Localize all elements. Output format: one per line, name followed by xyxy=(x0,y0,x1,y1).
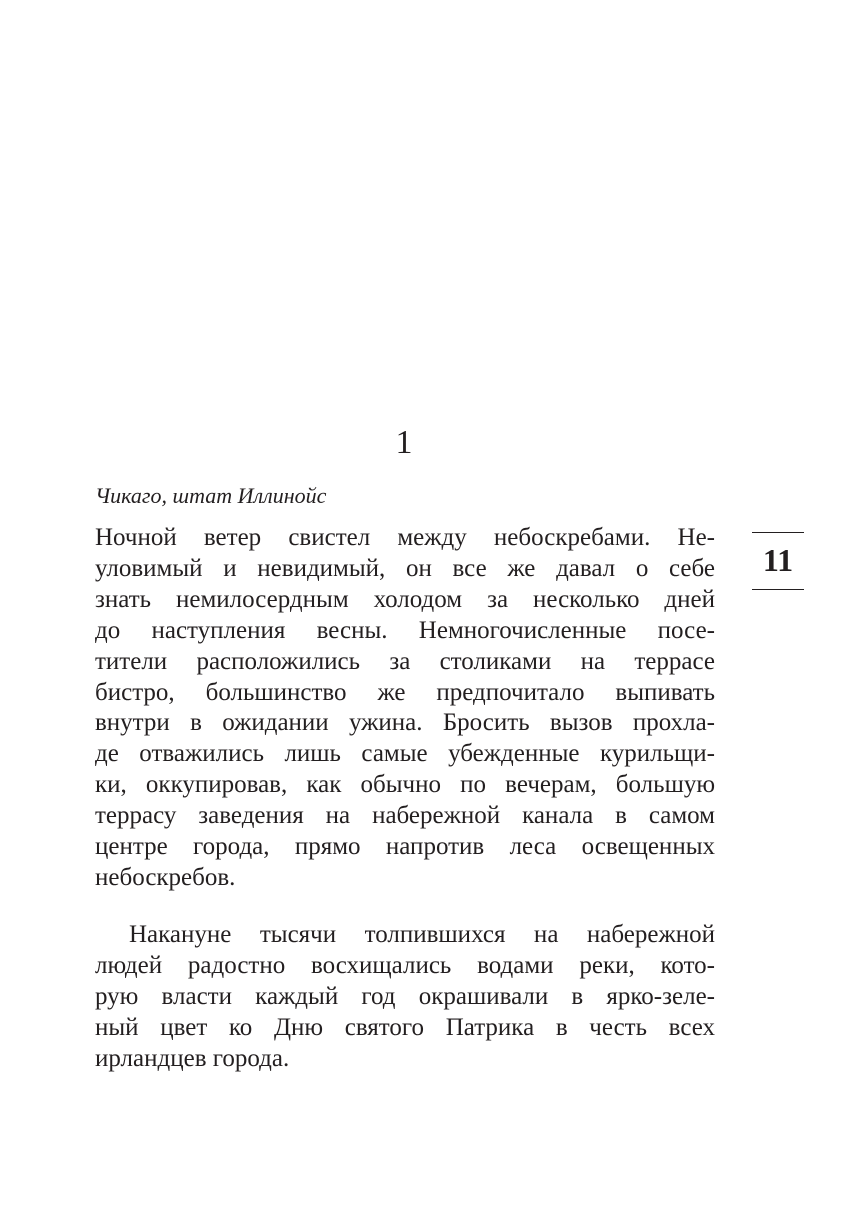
text-line: центре города, прямо напротив леса освещенных xyxy=(95,833,715,861)
text-line: внутри в ожидании ужина. Бросить вызов прохла- xyxy=(95,709,715,737)
text-line: террасу заведения на набережной канала в самом xyxy=(95,802,715,830)
page-number: 11 xyxy=(752,532,804,590)
paragraph-1 xyxy=(95,523,715,894)
text-line: рую власти каждый год окрашивали в ярко-зеле- xyxy=(95,982,715,1010)
text-line: ный цвет ко Дню святого Патрика в честь всех xyxy=(95,1013,715,1041)
text-line: ки, оккупировав, как обычно по вечерам, большую xyxy=(95,771,715,799)
chapter-number: 1 xyxy=(395,424,413,461)
text-line: до наступления весны. Немногочисленные посе- xyxy=(95,616,715,644)
chapter-location: Чикаго, штат Иллинойс xyxy=(95,483,327,508)
text-line: де отважились лишь самые убежденные курильщи- xyxy=(95,740,715,768)
text-line: уловимый и невидимый, он все же давал о себе xyxy=(95,554,715,582)
text-line: знать немилосердным холодом за несколько дней xyxy=(95,585,715,613)
text-line: ирландцев города. xyxy=(95,1044,290,1072)
text-line: бистро, большинство же предпочитало выпивать xyxy=(95,678,715,706)
text-line: людей радостно восхищались водами реки, кото- xyxy=(95,951,715,979)
text-line: небоскребов. xyxy=(95,863,236,891)
text-line: Ночной ветер свистел между небоскребами. Не- xyxy=(95,524,715,551)
text-line: тители расположились за столиками на террасе xyxy=(95,647,715,675)
text-line: Накануне тысячи толпившихся на набережной xyxy=(129,921,715,948)
paragraph-2 xyxy=(95,920,715,1075)
